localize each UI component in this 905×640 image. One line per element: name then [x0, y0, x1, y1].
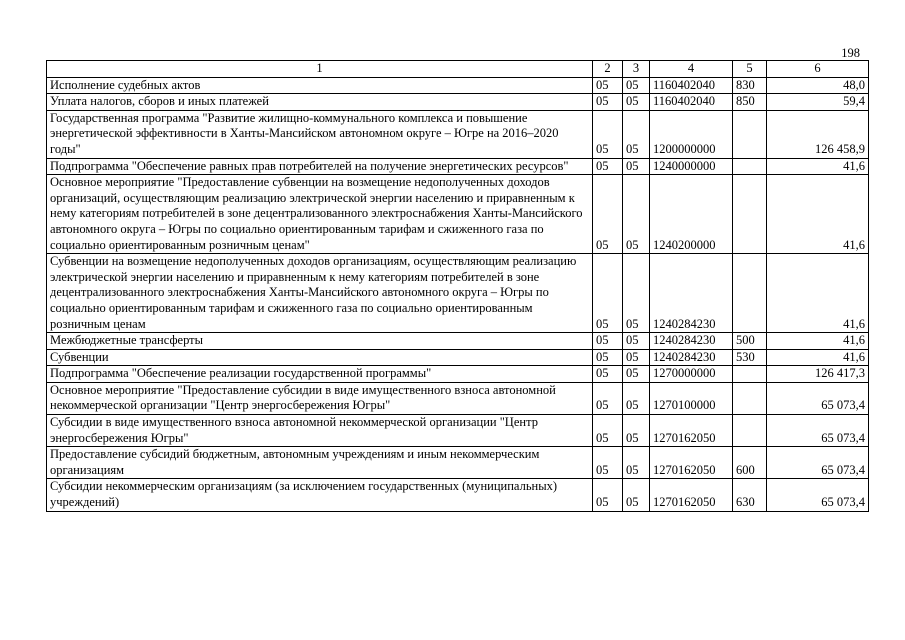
- row-amount-cell: 41,6: [767, 254, 869, 333]
- row-amount-cell: 126 458,9: [767, 110, 869, 158]
- table-row: [47, 175, 869, 254]
- table-header-row: [47, 61, 869, 78]
- row-target-article-cell: 1200000000: [650, 110, 733, 158]
- row-section-cell: 05: [593, 110, 623, 158]
- row-name-cell: Основное мероприятие "Предоставление субвенции на возмещение недополученных доходов организаций, осуществляющим реализацию электрической энергии населению и приравненным к нему категориям потребителей в зоне децентрализованного электроснабжения Ханты-Мансийского автономного округа – Югры по социально ориентированным тарифам и сжиженного газа по социально ориентированным розничным ценам": [47, 175, 593, 254]
- row-target-article-cell: 1240000000: [650, 158, 733, 175]
- row-subsection-cell: 05: [623, 415, 650, 447]
- row-name-cell: Субвенции на возмещение недополученных доходов организациям, осуществляющим реализацию электрической энергии населению и приравненным к нему категориям потребителей в зоне децентрализованного электроснабжения Ханты-Мансийского автономного округа – Югры по социально ориентированным тарифам и сжиженного газа по социально ориентированным розничным ценам: [47, 254, 593, 333]
- row-expense-type-cell: 600: [733, 447, 767, 479]
- row-expense-type-cell: [733, 382, 767, 414]
- row-section-cell: 05: [593, 175, 623, 254]
- row-subsection-cell: 05: [623, 77, 650, 94]
- row-target-article-cell: 1160402040: [650, 77, 733, 94]
- row-subsection-cell: 05: [623, 479, 650, 511]
- row-name-cell: Государственная программа "Развитие жилищно-коммунального комплекса и повышение энергетической эффективности в Ханты-Мансийском автономном округе – Югре на 2016–2020 годы": [47, 110, 593, 158]
- row-expense-type-cell: 830: [733, 77, 767, 94]
- row-expense-type-cell: 850: [733, 94, 767, 111]
- row-subsection-cell: 05: [623, 158, 650, 175]
- column-header: 2: [593, 61, 623, 78]
- page-number: 198: [841, 46, 860, 60]
- row-section-cell: 05: [593, 415, 623, 447]
- column-header: 1: [47, 61, 593, 78]
- row-amount-cell: 65 073,4: [767, 415, 869, 447]
- table-row: [47, 366, 869, 383]
- row-amount-cell: 41,6: [767, 158, 869, 175]
- row-amount-cell: 65 073,4: [767, 382, 869, 414]
- row-name-cell: Исполнение судебных актов: [47, 77, 593, 94]
- row-name-cell: Субсидии в виде имущественного взноса автономной некоммерческой организации "Центр энергосбережения Югры": [47, 415, 593, 447]
- row-section-cell: 05: [593, 158, 623, 175]
- row-name-cell: Основное мероприятие "Предоставление субсидии в виде имущественного взноса автономной некоммерческой организации "Центр энергосбережения Югры": [47, 382, 593, 414]
- row-expense-type-cell: 630: [733, 479, 767, 511]
- row-target-article-cell: 1270100000: [650, 382, 733, 414]
- row-subsection-cell: 05: [623, 94, 650, 111]
- row-amount-cell: 41,6: [767, 333, 869, 350]
- table-row: [47, 158, 869, 175]
- row-section-cell: 05: [593, 382, 623, 414]
- row-target-article-cell: 1240200000: [650, 175, 733, 254]
- row-section-cell: 05: [593, 366, 623, 383]
- row-section-cell: 05: [593, 333, 623, 350]
- table-row: [47, 382, 869, 414]
- row-target-article-cell: 1270162050: [650, 447, 733, 479]
- row-amount-cell: 41,6: [767, 175, 869, 254]
- row-expense-type-cell: 530: [733, 349, 767, 366]
- row-name-cell: Межбюджетные трансферты: [47, 333, 593, 350]
- row-name-cell: Предоставление субсидий бюджетным, автономным учреждениям и иным некоммерческим организациям: [47, 447, 593, 479]
- table-row: [47, 447, 869, 479]
- table-row: [47, 110, 869, 158]
- row-name-cell: Субсидии некоммерческим организациям (за исключением государственных (муниципальных) учреждений): [47, 479, 593, 511]
- row-section-cell: 05: [593, 349, 623, 366]
- row-subsection-cell: 05: [623, 382, 650, 414]
- row-subsection-cell: 05: [623, 447, 650, 479]
- table-row: [47, 415, 869, 447]
- row-expense-type-cell: 500: [733, 333, 767, 350]
- column-header: 3: [623, 61, 650, 78]
- row-amount-cell: 41,6: [767, 349, 869, 366]
- row-expense-type-cell: [733, 366, 767, 383]
- row-amount-cell: 126 417,3: [767, 366, 869, 383]
- row-subsection-cell: 05: [623, 349, 650, 366]
- column-header: 4: [650, 61, 733, 78]
- table-row: [47, 333, 869, 350]
- row-target-article-cell: 1240284230: [650, 254, 733, 333]
- row-expense-type-cell: [733, 110, 767, 158]
- row-section-cell: 05: [593, 479, 623, 511]
- row-expense-type-cell: [733, 415, 767, 447]
- row-amount-cell: 48,0: [767, 77, 869, 94]
- row-section-cell: 05: [593, 77, 623, 94]
- row-subsection-cell: 05: [623, 366, 650, 383]
- row-amount-cell: 59,4: [767, 94, 869, 111]
- column-header: 6: [767, 61, 869, 78]
- row-name-cell: Подпрограмма "Обеспечение равных прав потребителей на получение энергетических ресурсов": [47, 158, 593, 175]
- row-section-cell: 05: [593, 447, 623, 479]
- table-row: [47, 479, 869, 511]
- row-expense-type-cell: [733, 254, 767, 333]
- row-section-cell: 05: [593, 254, 623, 333]
- table-row: [47, 349, 869, 366]
- row-amount-cell: 65 073,4: [767, 479, 869, 511]
- row-target-article-cell: 1270162050: [650, 415, 733, 447]
- row-name-cell: Уплата налогов, сборов и иных платежей: [47, 94, 593, 111]
- row-target-article-cell: 1240284230: [650, 333, 733, 350]
- row-name-cell: Подпрограмма "Обеспечение реализации государственной программы": [47, 366, 593, 383]
- row-subsection-cell: 05: [623, 333, 650, 350]
- table-row: [47, 94, 869, 111]
- row-name-cell: Субвенции: [47, 349, 593, 366]
- table-row: [47, 77, 869, 94]
- row-expense-type-cell: [733, 175, 767, 254]
- row-expense-type-cell: [733, 158, 767, 175]
- row-target-article-cell: 1270162050: [650, 479, 733, 511]
- row-subsection-cell: 05: [623, 254, 650, 333]
- table-row: [47, 254, 869, 333]
- row-amount-cell: 65 073,4: [767, 447, 869, 479]
- budget-table: [46, 60, 869, 512]
- row-section-cell: 05: [593, 94, 623, 111]
- row-target-article-cell: 1240284230: [650, 349, 733, 366]
- row-target-article-cell: 1270000000: [650, 366, 733, 383]
- row-subsection-cell: 05: [623, 175, 650, 254]
- row-subsection-cell: 05: [623, 110, 650, 158]
- column-header: 5: [733, 61, 767, 78]
- row-target-article-cell: 1160402040: [650, 94, 733, 111]
